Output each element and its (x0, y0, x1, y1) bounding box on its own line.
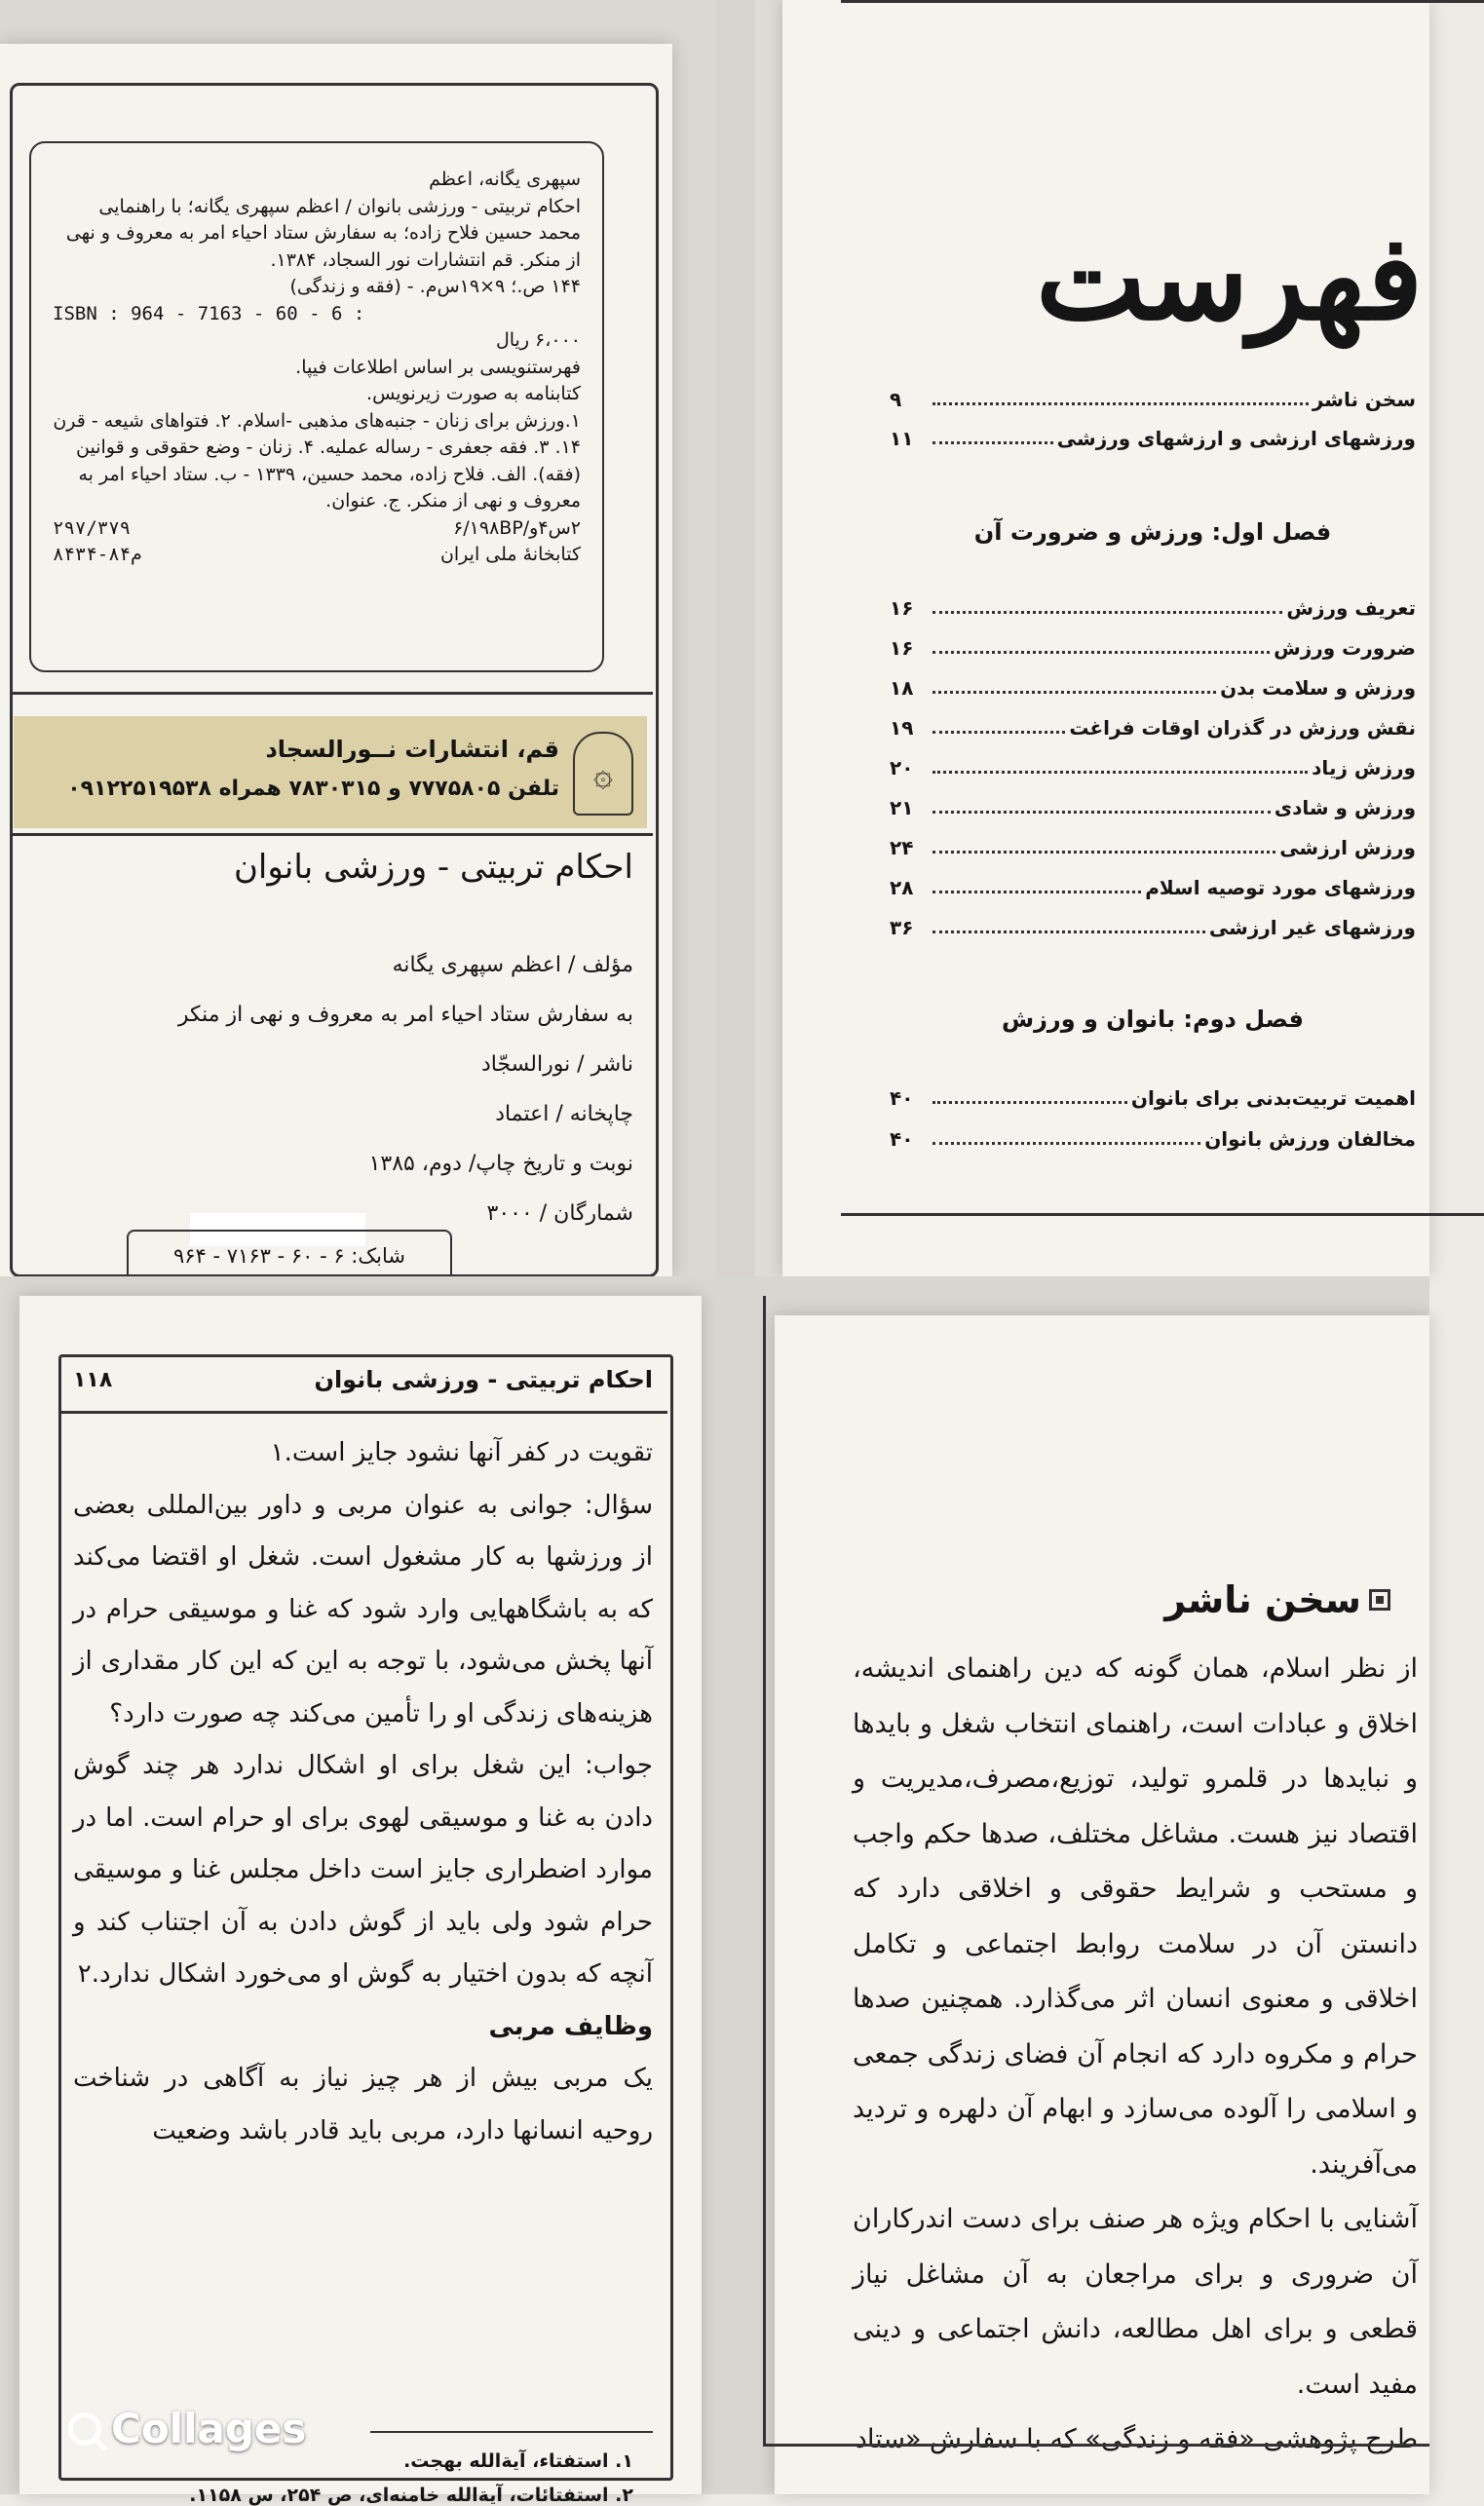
publisher-phone: تلفن ۷۷۷۵۸۰۵ و ۷۸۳۰۳۱۵ همراه ۰۹۱۲۲۵۱۹۵۳۸ (67, 777, 559, 801)
toc-row (890, 427, 1416, 450)
credit-commission: به سفارش ستاد احیاء امر به معروف و نهی از منکر (177, 1003, 633, 1027)
toc-title: نقش ورزش در گذران اوقات فراغت (1069, 716, 1416, 740)
previous-page-edge (716, 0, 755, 1276)
paragraph: تقویت در کفر آنها نشود جایز است.۱ (270, 1438, 653, 1467)
toc-page: ۱۸ (890, 676, 914, 700)
note-text (853, 1642, 1418, 2468)
credit-print-run: شمارگان / ۳۰۰۰ (486, 1201, 633, 1226)
section-heading: فصل اول: ورزش و ضرورت آن (973, 518, 1332, 546)
publisher-note-photo (716, 1276, 1429, 2494)
classification-code: ۲س۴و/۶/۱۹۸BP (453, 516, 581, 539)
library-row (53, 542, 581, 569)
answer-paragraph: جواب: این شغل برای او اشکال ندارد هر چند گوش دادن به غنا و موسیقی لهوی برای او حرام است. اما در موارد اضطراری جایز است داخل مجلس غنا و موسیقی حرام شود ولی باید از گوش دادن به آن اجتناب کند و آنچه که بدون اختیار به گوش او می‌خورد اشکال ندارد.۲ (73, 1751, 653, 1989)
contents-heading: فهرست (1036, 209, 1424, 347)
cataloging-box (29, 141, 604, 672)
publisher-note-page (775, 1315, 1429, 2494)
toc-title: ورزش و شادی (1274, 796, 1416, 819)
running-title: احکام تربیتی - ورزشی بانوان (314, 1366, 653, 1393)
question-paragraph: سؤال: جوانی به عنوان مربی و داور بین‌المللی بعضی از ورزشها به کار مشغول است. شغل او اقتضا می‌کند که به باشگاههایی وارد شود که غنا و موسیقی حرام در آنها پخش می‌شود، با توجه به این که این کار مقداری از هزینه‌های زندگی او را تأمین می‌کند چه صورت دارد؟ (73, 1490, 653, 1728)
publisher-logo: ۞ (573, 732, 633, 816)
price: ۶،۰۰۰ ریال (495, 329, 581, 351)
imprint-page (0, 44, 672, 1276)
toc-page: ۴۰ (890, 1086, 914, 1110)
top-rule (841, 0, 1484, 3)
toc-row (890, 756, 1416, 779)
footnote: ۱. استفتاء، آیةالله بهجت. (403, 2450, 633, 2472)
divider (10, 833, 653, 836)
collages-watermark (68, 2405, 306, 2452)
running-header (58, 1354, 667, 1414)
toc-title: ورزشهای غیر ارزشی (1208, 916, 1416, 939)
cip-title: احکام تربیتی - ورزشی بانوان / اعظم سپهری یگانه؛ با راهنمایی محمد حسین فلاح زاده؛ به سفارش ستاد احیاء امر به معروف و نهی از منکر. قم انتشارات نور السجاد، ۱۳۸۴. (65, 195, 581, 271)
toc-row (890, 916, 1416, 939)
publisher-band (14, 716, 647, 828)
toc-row (890, 876, 1416, 899)
cip-subjects: ۱.ورزش برای زنان - جنبه‌های مذهبی -اسلام. ۲. فتواهای شیعه - قرن ۱۴. ۳. فقه جعفری - رساله عملیه. ۴. زنان - وضع حقوقی و قوانین (فقه). الف. فلاح زاده، محمد حسین، ۱۳۳۹ - ب. ستاد احیاء امر به معروف و نهی از منکر. ج. عنوان. (53, 409, 581, 512)
note-heading (1164, 1578, 1390, 1621)
cip-pages: ۱۴۴ ص.؛ ۹×۱۹س‌م. - (فقه و زندگی) (289, 276, 581, 297)
toc-title: تعریف ورزش (1286, 596, 1416, 620)
page-border (763, 2444, 1429, 2447)
divider (10, 692, 653, 695)
cip-note-2: کتابنامه به صورت زیرنویس. (366, 383, 581, 404)
subheading: وظایف مربی (488, 2011, 653, 2041)
book-title: احکام تربیتی - ورزشی بانوان (233, 848, 633, 887)
credit-publisher: ناشر / نورالسجّاد (480, 1052, 633, 1077)
page-118-photo (0, 1276, 716, 2506)
note-heading-text: سخن ناشر (1164, 1578, 1361, 1621)
toc-row (890, 636, 1416, 660)
toc-page: ۱۱ (890, 427, 914, 450)
toc-page: ۱۹ (890, 716, 914, 740)
publisher-name: قم، انتشارات نــورالسجاد (265, 736, 559, 763)
page-border (763, 1296, 766, 2446)
toc-page: ۲۰ (890, 756, 914, 779)
watermark-text: Collages (111, 2405, 307, 2452)
square-bullet-icon (1369, 1589, 1390, 1611)
paragraph: آشنایی با احکام ویژه هر صنف برای دست اندرکاران آن ضروری و برای مراجعان به آن مشاغل نیاز قطعی و برای اهل مطالعه، دانش اجتماعی و دینی مفید است. (853, 2204, 1418, 2400)
toc-row (890, 716, 1416, 740)
toc-row (890, 836, 1416, 859)
toc-title: ورزشهای مورد توصیه اسلام (1145, 876, 1416, 899)
toc-row (890, 796, 1416, 819)
toc-title: ورزش ارزشی (1279, 836, 1416, 859)
toc-title: ورزشهای ارزشی و ارزشهای ورزشی (1056, 427, 1416, 450)
contents-page (782, 0, 1429, 1276)
paragraph: یک مربی بیش از هر چیز نیاز به آگاهی در شناخت روحیه انسانها دارد، مربی باید قادر باشد وضعیت (73, 2064, 653, 2145)
toc-page: ۳۶ (890, 916, 914, 939)
toc-page: ۲۴ (890, 836, 914, 859)
toc-page: ۲۱ (890, 796, 914, 819)
toc-row (890, 596, 1416, 620)
dewey-code: ۲۹۷/۳۷۹ (53, 516, 132, 539)
paragraph: طرح پژوهشی «فقه و زندگی» که با سفارش «ستاد (855, 2424, 1418, 2454)
cip-author: سپهری یگانه، اعظم (429, 169, 581, 190)
classification-row (53, 515, 581, 543)
national-library: کتابخانهٔ ملی ایران (439, 544, 581, 565)
credit-edition: نوبت و تاریخ چاپ/ دوم، ۱۳۸۵ (368, 1152, 633, 1176)
credits (49, 940, 633, 1238)
credit-printer: چاپخانه / اعتماد (495, 1102, 633, 1126)
cip-note-1: فهرستنویسی بر اساس اطلاعات فیپا. (295, 356, 581, 378)
toc-title: سخن ناشر (1312, 388, 1416, 411)
footnote-rule (370, 2431, 653, 2433)
credit-author: مؤلف / اعظم سپهری یگانه (392, 953, 633, 977)
toc-row (890, 1086, 1416, 1110)
footnote: ۲. استفتائات، آیةالله خامنه‌ای، ص ۲۵۴، س ۱۱۵۸. (189, 2485, 633, 2506)
toc-title: ضرورت ورزش (1274, 636, 1416, 660)
page-number: ۱۱۸ (73, 1368, 113, 1392)
contents-page-photo (716, 0, 1429, 1276)
toc-page: ۴۰ (890, 1127, 914, 1151)
toc-row (890, 1127, 1416, 1151)
isbn: ISBN : 964 - 7163 - 60 - 6 : (53, 302, 365, 324)
section-heading: فصل دوم: بانوان و ورزش (1001, 1006, 1304, 1033)
search-icon (68, 2412, 101, 2446)
toc-row (890, 676, 1416, 700)
toc-title: ورزش و سلامت بدن (1220, 676, 1416, 700)
imprint-page-photo (0, 0, 716, 1276)
bottom-rule (841, 1213, 1484, 1216)
toc-page: ۹ (890, 388, 902, 411)
toc-page: ۲۸ (890, 876, 914, 899)
toc-page: ۱۶ (890, 636, 914, 660)
toc-title: اهمیت تربیت‌بدنی برای بانوان (1130, 1086, 1416, 1110)
toc-title: ورزش زیاد (1312, 756, 1416, 779)
page-text (73, 1427, 653, 2157)
toc-row (890, 388, 1416, 411)
page-118 (19, 1296, 702, 2506)
toc-title: مخالفان ورزش بانوان (1204, 1127, 1416, 1151)
shabak-box: شابک: ۶ - ۶۰ - ۷۱۶۳ - ۹۶۴ (127, 1230, 452, 1280)
library-number: ۸۴۳۴-۸۴م (53, 544, 142, 565)
toc-page: ۱۶ (890, 596, 914, 620)
paragraph: از نظر اسلام، همان گونه که دین راهنمای اندیشه، اخلاق و عبادات است، راهنمای انتخاب شغل و بایدها و نبایدها در قلمرو تولید، توزیع،مصرف،مدیریت و اقتصاد نیز هست. مشاغل مختلف، صدها حکم واجب و مستحب و شرایط حقوقی و اخلاقی دارد که دانستن آن در سلامت روابط اجتماعی و تکامل اخلاقی و معنوی انسان اثر می‌گذارد. همچنین صدها حرام و مکروه دارد که انجام آن فضای زندگی جمعی و اسلامی را آلوده می‌سازد و ابهام آن دلهره و تردید می‌آفریند. (853, 1653, 1418, 2180)
